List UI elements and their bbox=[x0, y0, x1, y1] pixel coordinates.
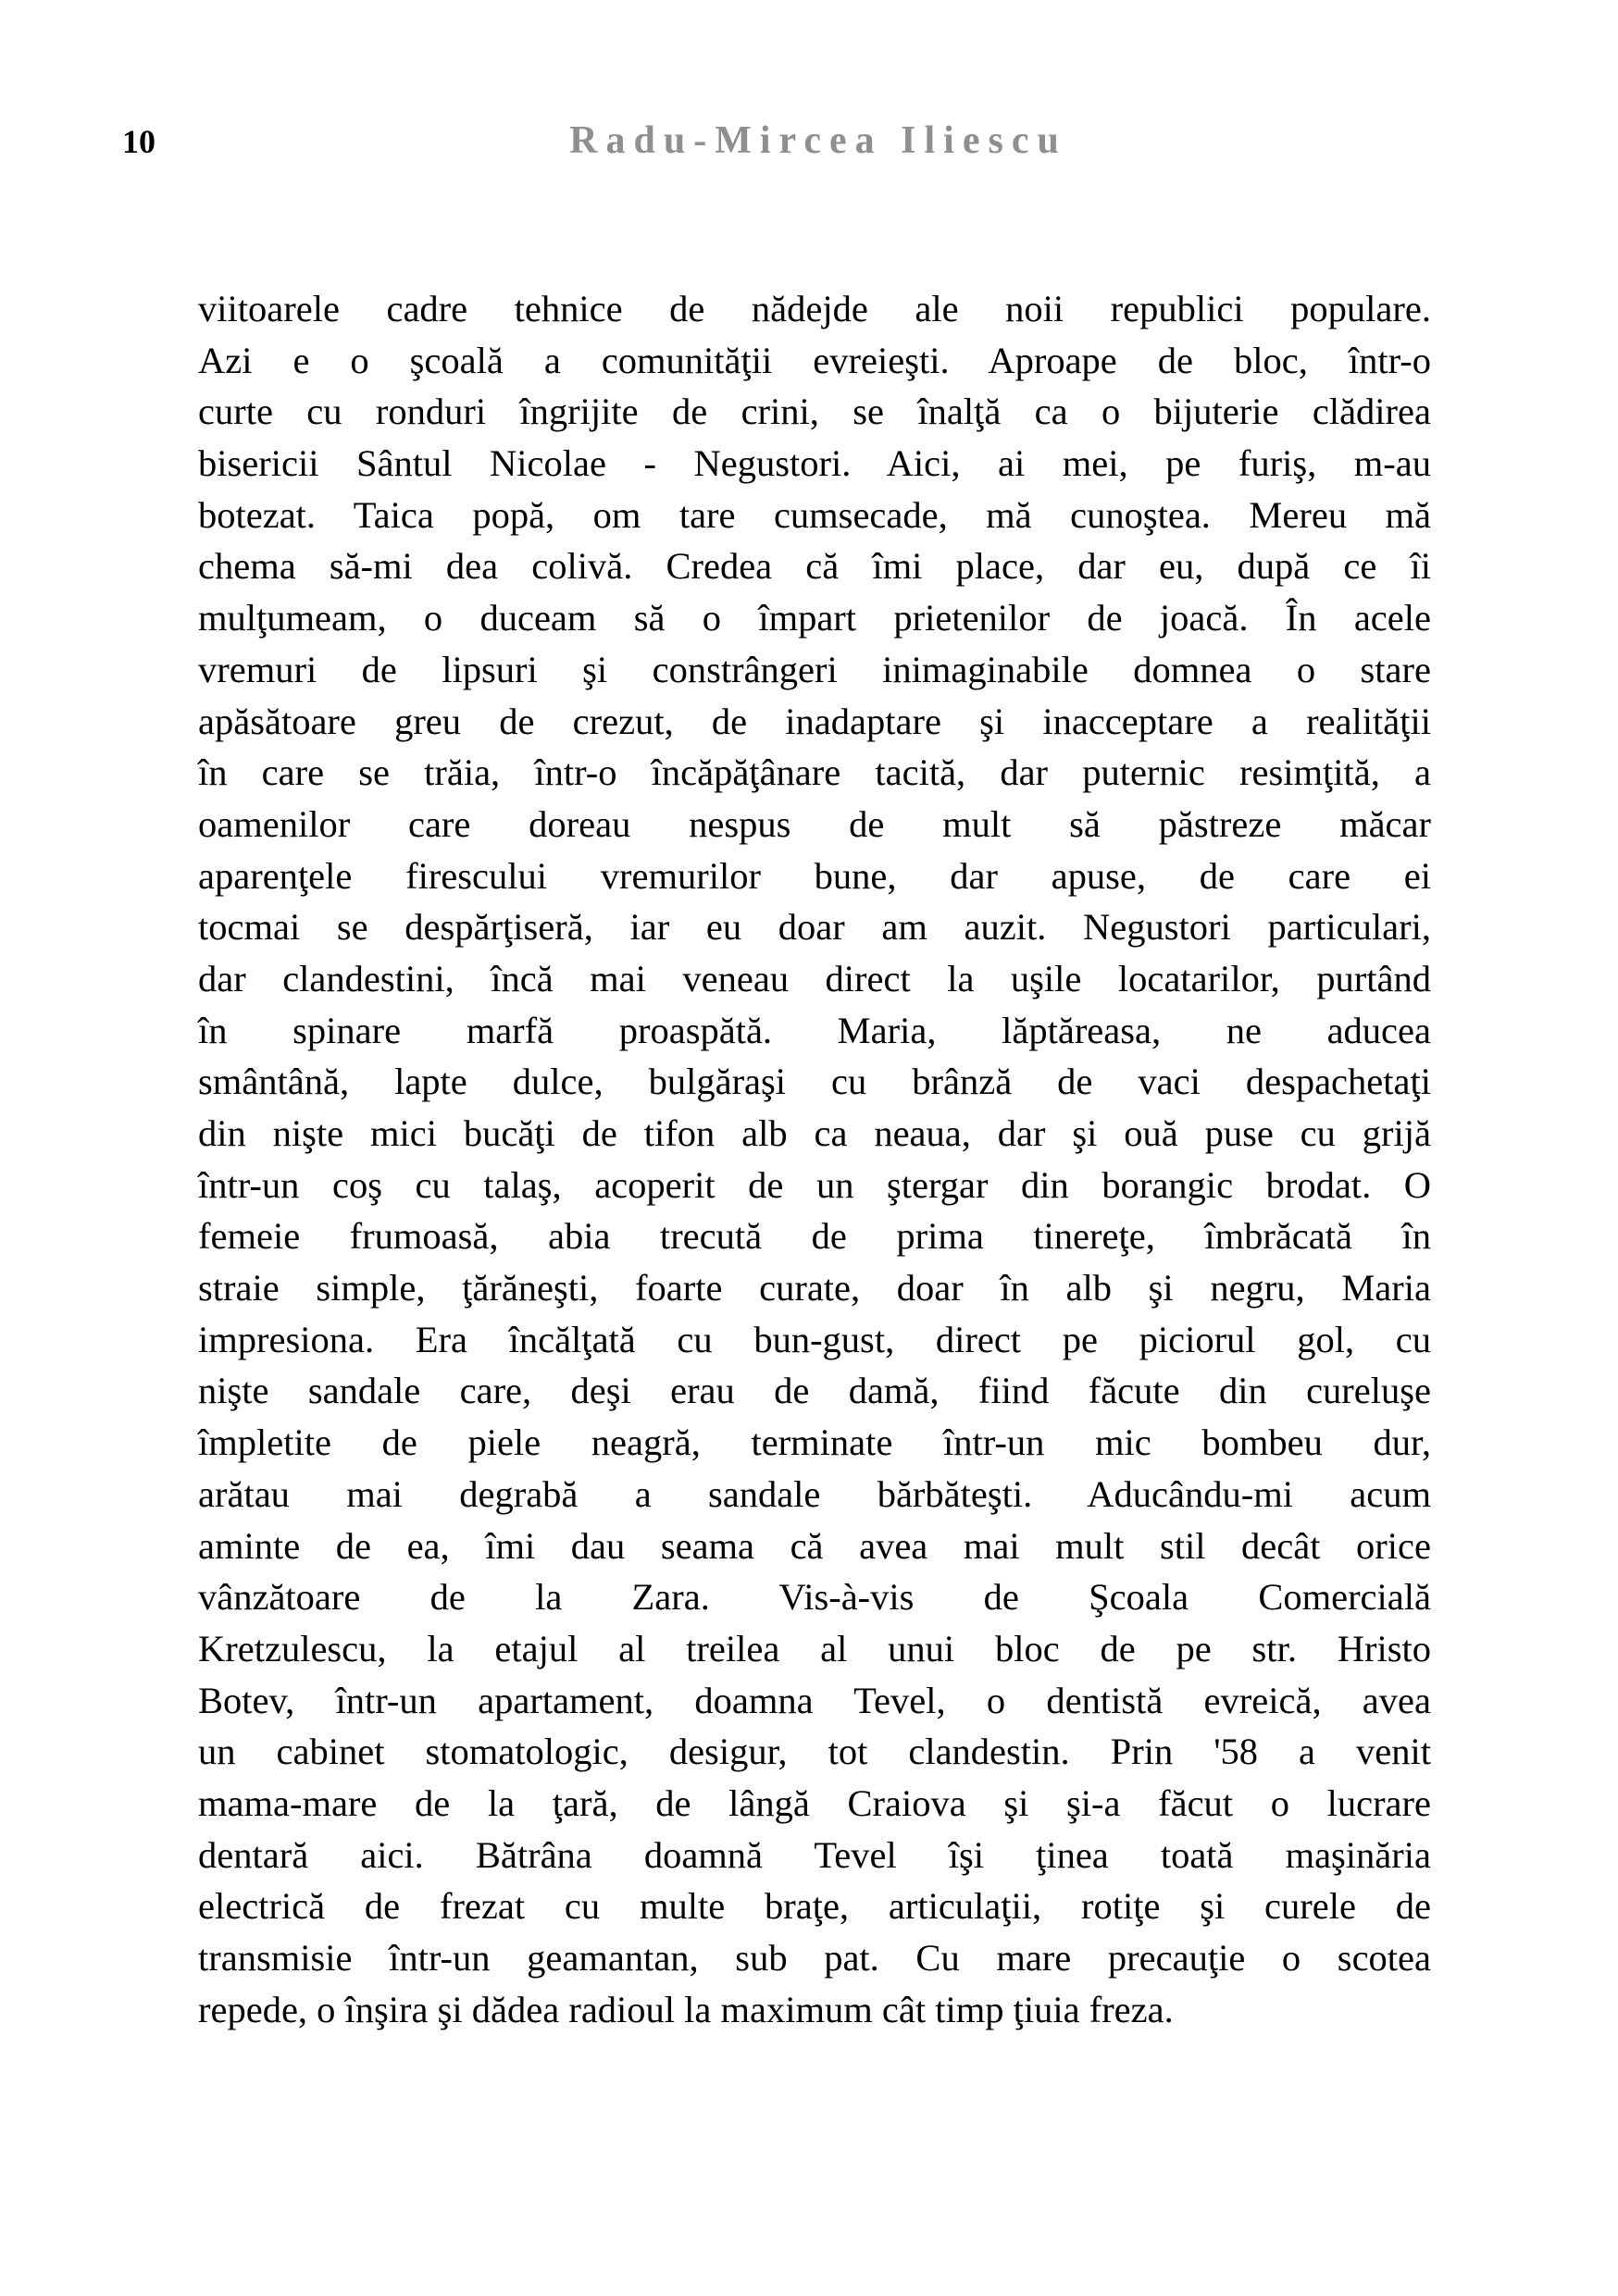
text-line: femeie frumoasă, abia trecută de prima tinereţe, îmbrăcată în bbox=[198, 1215, 1431, 1258]
text-line: curte cu ronduri îngrijite de crini, se înalţă ca o bijuterie clădirea bbox=[198, 391, 1431, 433]
text-line: în spinare marfă proaspătă. Maria, lăptăreasa, ne aducea bbox=[198, 1009, 1431, 1051]
text-line: împletite de piele neagră, terminate într-un mic bombeu dur, bbox=[198, 1421, 1431, 1464]
text-line: mama-mare de la ţară, de lângă Craiova şi şi-a făcut o lucrare bbox=[198, 1781, 1431, 1824]
text-line: nişte sandale care, deşi erau de damă, fiind făcute din cureluşe bbox=[198, 1370, 1431, 1412]
text-line: tocmai se despărţiseră, iar eu doar am auzit. Negustori particulari, bbox=[198, 906, 1431, 949]
running-header-author: Radu-Mircea Iliescu bbox=[569, 119, 1067, 162]
text-line: apăsătoare greu de crezut, de inadaptare şi inacceptare a realităţii bbox=[198, 700, 1431, 742]
text-line: din nişte mici bucăţi de tifon alb ca neaua, dar şi ouă puse cu grijă bbox=[198, 1112, 1431, 1154]
text-line: aminte de ea, îmi dau seama că avea mai mult stil decât orice bbox=[198, 1524, 1431, 1567]
text-line: Botev, într-un apartament, doamna Tevel, o dentistă evreică, avea bbox=[198, 1679, 1431, 1721]
text-line: vremuri de lipsuri şi constrângeri inimaginabile domnea o stare bbox=[198, 648, 1431, 690]
text-line: arătau mai degrabă a sandale bărbăteşti. Aducându-mi acum bbox=[198, 1472, 1431, 1515]
text-line: bisericii Sântul Nicolae - Negustori. Aici, ai mei, pe furiş, m-au bbox=[198, 442, 1431, 485]
text-line: repede, o înşira şi dădea radioul la maximum cât timp ţiuia freza. bbox=[198, 1988, 1174, 2030]
text-line: Azi e o şcoală a comunităţii evreieşti. Aproape de bloc, într-o bbox=[198, 339, 1431, 381]
text-line: mulţumeam, o duceam să o împart prietenilor de joacă. În acele bbox=[198, 597, 1431, 639]
body-text bbox=[198, 283, 1431, 2035]
page-number: 10 bbox=[122, 123, 156, 160]
text-line: transmisie într-un geamantan, sub pat. Cu mare precauţie o scotea bbox=[198, 1937, 1431, 1979]
text-line: dentară aici. Bătrâna doamnă Tevel îşi ţinea toată maşinăria bbox=[198, 1833, 1431, 1876]
text-line: botezat. Taica popă, om tare cumsecade, mă cunoştea. Mereu mă bbox=[198, 493, 1431, 536]
text-line: viitoarele cadre tehnice de nădejde ale noii republici populare. bbox=[198, 288, 1431, 329]
text-line: aparenţele firescului vremurilor bune, dar apuse, de care ei bbox=[198, 854, 1431, 897]
text-line: electrică de frezat cu multe braţe, articulaţii, rotiţe şi curele de bbox=[198, 1885, 1431, 1928]
text-line: chema să-mi dea colivă. Credea că îmi place, dar eu, după ce îi bbox=[198, 545, 1431, 588]
text-line: un cabinet stomatologic, desigur, tot clandestin. Prin '58 a venit bbox=[198, 1731, 1431, 1773]
text-line: vânzătoare de la Zara. Vis-à-vis de Şcoala Comercială bbox=[198, 1576, 1431, 1619]
text-line: impresiona. Era încălţată cu bun-gust, direct pe piciorul gol, cu bbox=[198, 1318, 1431, 1360]
text-line: straie simple, ţărăneşti, foarte curate, doar în alb şi negru, Maria bbox=[198, 1267, 1431, 1309]
text-line: într-un coş cu talaş, acoperit de un ştergar din borangic brodat. O bbox=[198, 1163, 1431, 1206]
text-line: în care se trăia, într-o încăpăţânare tacită, dar puternic resimţită, a bbox=[198, 751, 1431, 794]
text-line: dar clandestini, încă mai veneau direct la uşile locatarilor, purtând bbox=[198, 957, 1431, 999]
text-line: oamenilor care doreau nespus de mult să păstreze măcar bbox=[198, 802, 1431, 845]
text-line: Kretzulescu, la etajul al treilea al unui bloc de pe str. Hristo bbox=[198, 1627, 1431, 1669]
text-line: smântână, lapte dulce, bulgăraşi cu brânză de vaci despachetaţi bbox=[198, 1061, 1431, 1103]
